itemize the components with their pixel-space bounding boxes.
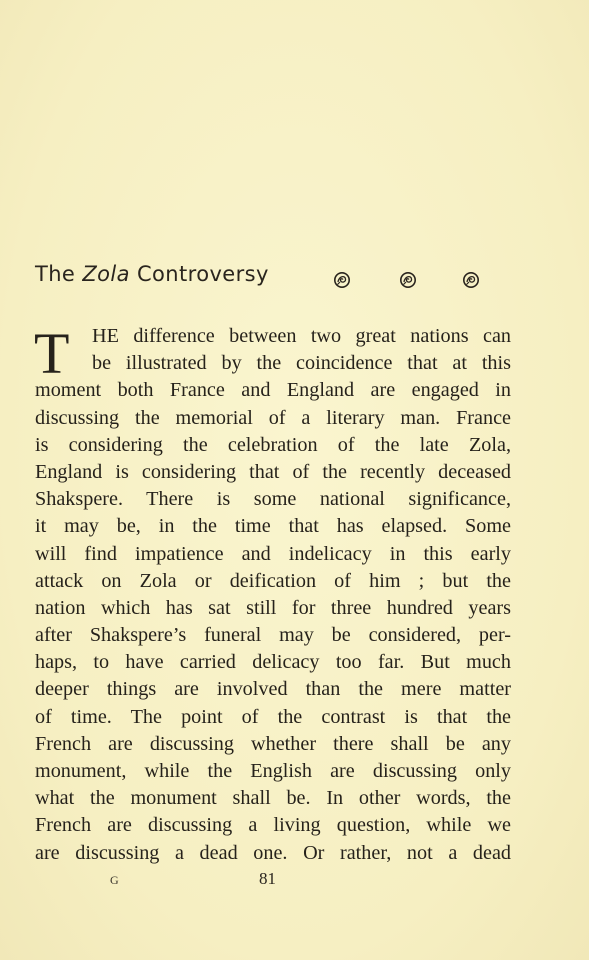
text-line: of time. The point of the contrast is that the xyxy=(35,705,511,728)
text-line: what the monument shall be. In other words, the xyxy=(35,787,511,810)
text-line: deeper things are involved than the mere matter xyxy=(35,678,511,701)
text-line: be illustrated by the coincidence that at this xyxy=(92,352,511,375)
text-line: after Shakspere’s funeral may be considered, per- xyxy=(35,624,511,647)
text-line: England is considering that of the recently deceased xyxy=(35,460,511,483)
text-line: discussing the memorial of a literary man. France xyxy=(35,406,511,429)
text-line: Shakspere. There is some national significance, xyxy=(35,488,511,511)
chapter-title xyxy=(35,262,269,286)
text-line: French are discussing whether there shall be any xyxy=(35,732,511,755)
swirl-ornament-icon xyxy=(399,271,417,289)
swirl-ornament-icon xyxy=(333,271,351,289)
page-number: 81 xyxy=(259,869,276,888)
text-line: attack on Zola or deification of him ; but the xyxy=(35,569,511,592)
chapter-title-italic: Zola xyxy=(82,262,130,286)
text-line: are discussing a dead one. Or rather, not a dead xyxy=(35,841,511,864)
chapter-title-prefix: The xyxy=(35,262,83,286)
text-line: it may be, in the time that has elapsed. Some xyxy=(35,515,511,538)
body-paragraph xyxy=(35,323,511,867)
text-line: French are discussing a living question, while we xyxy=(35,814,511,837)
drop-cap: T xyxy=(34,321,70,386)
text-line: will find impatience and indelicacy in this early xyxy=(35,542,511,565)
text-line: monument, while the English are discussing only xyxy=(35,760,511,782)
chapter-title-suffix: Controversy xyxy=(129,262,269,286)
text-line: is considering the celebration of the late Zola, xyxy=(35,433,511,456)
text-line: HE difference between two great nations can xyxy=(92,325,511,347)
text-line: nation which has sat still for three hundred years xyxy=(35,596,511,619)
printer-signature-mark: G xyxy=(110,873,120,887)
chapter-heading xyxy=(35,262,555,296)
text-line: haps, to have carried delicacy too far. But much xyxy=(35,651,511,674)
swirl-ornament-icon xyxy=(462,271,480,289)
text-line: moment both France and England are engaged in xyxy=(35,379,511,402)
